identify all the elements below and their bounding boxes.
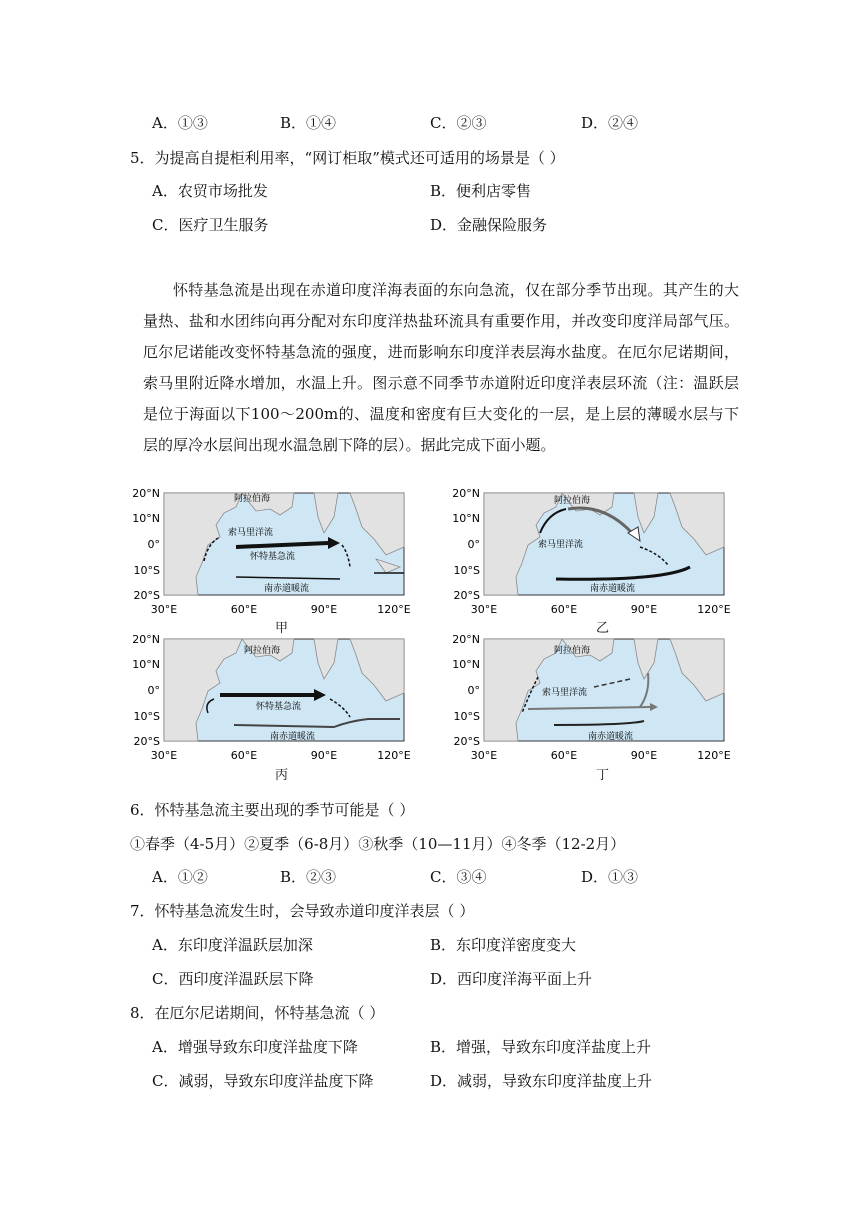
- q8-option-c: C．减弱，导致东印度洋盐度下降: [152, 1072, 374, 1090]
- reading-passage: [143, 275, 739, 461]
- label-somali-current: 索马里洋流: [542, 688, 588, 698]
- label-wyrtki-jet: 怀特基急流: [250, 552, 296, 562]
- label-arabian-sea: 阿拉伯海: [554, 646, 591, 656]
- q5-option-d: D．金融保险服务: [430, 216, 548, 234]
- q5-option-a: A．农贸市场批发: [152, 182, 268, 200]
- y-tick: 20°N: [452, 633, 480, 646]
- caption-jia: 甲: [275, 621, 289, 636]
- label-somali-current: 索马里洋流: [538, 540, 584, 550]
- passage-text: 怀特基急流是出现在赤道印度洋海表面的东向急流，仅在部分季节出现。其产生的大量热、盐和水团纬向再分配对东印度洋热盐环流具有重要作用，并改变印度洋局部气压。厄尔尼诺能改变怀特基急流的强度，进而影响东印度洋表层海水盐度。在厄尔尼诺期间，索马里附近降水增加，水温上升。图示意不同季节赤道附近印度洋表层环流（注：温跃层是位于海面以下100～200m的、温度和密度有巨大变化的一层，是上层的薄暖水层与下层的厚冷水层间出现水温急剧下降的层）。据此完成下面小题。: [143, 281, 739, 454]
- y-tick: 20°S: [453, 589, 480, 602]
- y-tick: 10°S: [133, 564, 160, 577]
- label-arabian-sea: 阿拉伯海: [234, 494, 271, 504]
- q6-seasons: ①春季（4-5月）②夏季（6-8月）③秋季（10—11月）④冬季（12-2月）: [130, 835, 626, 853]
- y-tick: 10°N: [452, 512, 480, 525]
- label-arabian-sea: 阿拉伯海: [554, 496, 591, 506]
- caption-yi: 乙: [596, 621, 610, 636]
- y-tick: 0°: [147, 684, 160, 697]
- y-tick: 10°S: [453, 710, 480, 723]
- caption-ding: 丁: [596, 768, 610, 783]
- y-tick: 20°S: [133, 735, 160, 748]
- y-tick: 20°S: [133, 589, 160, 602]
- caption-bing: 丙: [275, 768, 289, 783]
- label-south-equatorial: 南赤道暖流: [588, 732, 634, 742]
- map-bing: [124, 633, 414, 771]
- q6-stem: 6．怀特基急流主要出现的季节可能是（ ）: [130, 801, 415, 819]
- x-tick: 90°E: [630, 749, 658, 762]
- x-tick: 120°E: [377, 603, 411, 616]
- y-tick: 20°S: [453, 735, 480, 748]
- q7-option-a: A．东印度洋温跃层加深: [152, 936, 313, 954]
- x-tick: 60°E: [230, 749, 258, 762]
- y-tick: 10°N: [132, 512, 160, 525]
- q7-option-c: C．西印度洋温跃层下降: [152, 970, 314, 988]
- q6-option-b: B．②③: [280, 868, 337, 886]
- x-tick: 60°E: [550, 749, 578, 762]
- x-tick: 30°E: [470, 749, 498, 762]
- map-yi: [444, 487, 734, 625]
- label-south-equatorial: 南赤道暖流: [590, 584, 636, 594]
- x-tick: 60°E: [550, 603, 578, 616]
- y-tick: 20°N: [452, 487, 480, 500]
- q5-option-b: B．便利店零售: [430, 182, 532, 200]
- q4-option-a: A．①③: [152, 114, 208, 132]
- q6-option-c: C．③④: [430, 868, 487, 886]
- x-tick: 30°E: [470, 603, 498, 616]
- label-south-equatorial: 南赤道暖流: [264, 584, 310, 594]
- y-tick: 10°N: [452, 658, 480, 671]
- x-tick: 90°E: [310, 603, 338, 616]
- y-tick: 0°: [467, 684, 480, 697]
- q4-option-d: D．②④: [581, 114, 639, 132]
- y-tick: 20°N: [132, 487, 160, 500]
- q4-option-b: B．①④: [280, 114, 337, 132]
- x-tick: 30°E: [150, 603, 178, 616]
- q5-option-c: C．医疗卫生服务: [152, 216, 269, 234]
- x-tick: 90°E: [630, 603, 658, 616]
- q8-option-d: D．减弱，导致东印度洋盐度上升: [430, 1072, 653, 1090]
- q7-option-b: B．东印度洋密度变大: [430, 936, 577, 954]
- y-tick: 0°: [467, 538, 480, 551]
- y-tick: 0°: [147, 538, 160, 551]
- x-tick: 90°E: [310, 749, 338, 762]
- label-arabian-sea: 阿拉伯海: [244, 646, 281, 656]
- map-ding: [444, 633, 734, 771]
- label-wyrtki-jet: 怀特基急流: [256, 702, 302, 712]
- map-jia: [124, 487, 414, 625]
- q8-option-a: A．增强导致东印度洋盐度下降: [152, 1038, 358, 1056]
- label-somali-current: 索马里洋流: [228, 528, 274, 538]
- q8-option-b: B．增强，导致东印度洋盐度上升: [430, 1038, 652, 1056]
- x-tick: 60°E: [230, 603, 258, 616]
- q5-stem: 5．为提高自提柜利用率，“网订柜取”模式还可适用的场景是（ ）: [130, 149, 565, 167]
- q6-option-a: A．①②: [152, 868, 208, 886]
- y-tick: 10°S: [133, 710, 160, 723]
- x-tick: 120°E: [377, 749, 411, 762]
- q7-option-d: D．西印度洋海平面上升: [430, 970, 593, 988]
- x-tick: 120°E: [697, 603, 731, 616]
- y-tick: 10°N: [132, 658, 160, 671]
- x-tick: 120°E: [697, 749, 731, 762]
- q7-stem: 7．怀特基急流发生时，会导致赤道印度洋表层（ ）: [130, 902, 475, 920]
- y-tick: 20°N: [132, 633, 160, 646]
- y-tick: 10°S: [453, 564, 480, 577]
- q4-option-c: C．②③: [430, 114, 487, 132]
- x-tick: 30°E: [150, 749, 178, 762]
- label-south-equatorial: 南赤道暖流: [270, 732, 316, 742]
- q6-option-d: D．①③: [581, 868, 639, 886]
- q8-stem: 8．在厄尔尼诺期间，怀特基急流（ ）: [130, 1004, 385, 1022]
